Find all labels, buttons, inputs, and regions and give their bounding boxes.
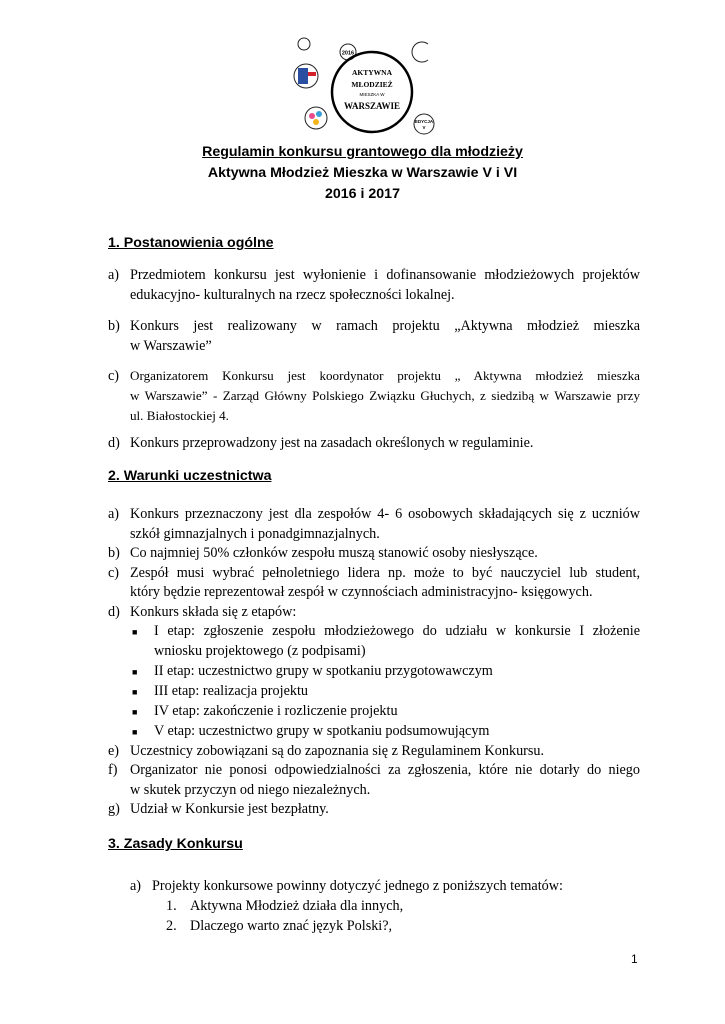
stage-item: ■ V etap: uczestnictwo grupy w spotkaniu podsumowującym xyxy=(130,722,640,742)
section-2-item-d: d) Konkurs składa się z etapów: xyxy=(108,603,297,620)
edition-circle xyxy=(414,114,434,134)
section-1-item-c: c) Organizatorem Konkursu jest koordynator projektu „ Aktywna młodzież mieszka w Warszawie” - Zarząd Główny Polskiego Związku Głuchych, z siedzibą w Warszawie przy ul. Białostockiej 4. xyxy=(108,368,640,423)
section-2-heading: 2. Warunki uczestnictwa xyxy=(108,468,272,484)
logo-line-1: AKTYWNA xyxy=(351,68,393,77)
section-3-heading: 3. Zasady Konkursu xyxy=(108,836,243,852)
section-2-item-g: g) Udział w Konkursie jest bezpłatny. xyxy=(108,801,329,817)
emblem-flag-red xyxy=(308,72,316,76)
section-3-item-a: a) Projekty konkursowe powinny dotyczyć jednego z poniższych tematów: xyxy=(130,878,563,894)
document-years: 2016 i 2017 xyxy=(325,186,400,202)
stage-item: ■ II etap: uczestnictwo grupy w spotkaniu przygotowawczym xyxy=(130,662,640,682)
section-2-item-a: a) Konkurs przeznaczony jest dla zespołów 4- 6 osobowych składających się z uczniów xyxy=(108,506,640,522)
emblem-flag-blue xyxy=(298,68,308,84)
topic-item: 2. Dlaczego warto znać język Polski?, xyxy=(166,918,393,934)
deco-arc xyxy=(412,42,428,62)
logo-edition-label: EDYCJA xyxy=(414,119,434,124)
document-title-block xyxy=(0,142,725,205)
section-3-list xyxy=(130,876,620,936)
section-2-item-b: b) Co najmniej 50% członków zespołu muszą stanowić osoby niesłyszące. xyxy=(108,545,538,561)
section-1-item-d: d) Konkurs przeprowadzony jest na zasadach określonych w regulaminie. xyxy=(108,435,534,451)
section-1-heading: 1. Postanowienia ogólne xyxy=(108,235,274,251)
logo-line-4: WARSZAWIE xyxy=(343,101,401,111)
bullet-square-icon: ■ xyxy=(132,726,138,737)
topics-list xyxy=(166,896,620,936)
project-logo xyxy=(284,36,442,140)
topic-item: 1. Aktywna Młodzież działa dla innych, xyxy=(166,898,404,914)
bullet-square-icon: ■ xyxy=(132,686,138,697)
hands-circle xyxy=(305,107,327,129)
bullet-square-icon: ■ xyxy=(132,706,138,717)
section-1-item-a: a) Przedmiotem konkursu jest wyłonienie i dofinansowanie młodzieżowych projektów edukacyjno- kulturalnych na rzecz społeczności lokalnej. xyxy=(108,267,640,303)
stages-list: ■ I etap: zgłoszenie zespołu młodzieżowego do udziału w konkursie I złożenie wniosku projektowego (z podpisami) ■ II etap: uczestnictwo grupy w spotkaniu przygotowawczym ■ III etap: realizacja projektu ■ IV etap: zakończenie i rozliczenie projektu ■ V etap: uczestnictwo grupy w spotkaniu podsumowującym xyxy=(130,622,640,742)
document-subtitle: Aktywna Młodzież Mieszka w Warszawie V i VI xyxy=(207,165,518,181)
bullet-square-icon: ■ xyxy=(132,627,138,637)
section-2-item-e: e) Uczestnicy zobowiązani są do zapoznania się z Regulaminem Konkursu. xyxy=(108,742,545,759)
stage-item: ■ IV etap: zakończenie i rozliczenie projektu xyxy=(130,702,640,722)
section-2-item-f: f) Organizator nie ponosi odpowiedzialności za zgłoszenia, które nie dotarły do niego xyxy=(108,762,640,778)
logo-year: 2016 xyxy=(341,50,355,57)
document-title: Regulamin konkursu grantowego dla młodzieży xyxy=(202,144,523,160)
deco-circle xyxy=(298,38,310,50)
section-2-item-c: c) Zespół musi wybrać pełnoletniego lidera np. może to być nauczyciel lub student, xyxy=(108,564,640,581)
section-2-list: a) Konkurs przeznaczony jest dla zespołów 4- 6 osobowych składających się z uczniów szkół gimnazjalnych i ponadgimnazjalnych. b) Co najmniej 50% członków zespołu muszą stanowić osoby niesłyszące. c) Zespół musi wybrać pełnoletniego lidera np. może to być nauczyciel lub student, który będzie reprezentował zespół w czynnościach administracyjno- księgowych. d) Konkurs składa się z etapów: ■ I etap: zgłoszenie zespołu młodzieżowego do udziału w konkursie I złożenie wniosku projektowego (z podpisami) ■ II etap: uczestnictwo grupy w spotkaniu przygotowawczym ■ III etap: realizacja projektu ■ IV etap: zakończenie i rozliczenie projektu ■ V etap: uczestnictwo grupy w spotkaniu podsumowującym e) Uczestnicy zobowiązani są do zapoznania się z Regulaminem Konkursu. f) Organizator nie ponosi odpowiedzialności za zgłoszenia, które nie dotarły do niego w skutek przyczyn od niego niezależnych. g) Udział w Konkursie jest bezpłatny. xyxy=(108,505,640,820)
bullet-square-icon: ■ xyxy=(132,666,138,677)
logo-line-3: MIESZKA W xyxy=(359,92,385,97)
section-1-item-b: b) Konkurs jest realizowany w ramach projektu „Aktywna młodzież mieszka w Warszawie” xyxy=(108,318,640,354)
logo-line-2: MŁODZIEŻ xyxy=(351,80,393,89)
stage-item: ■ I etap: zgłoszenie zespołu młodzieżowego do udziału w konkursie I złożenie xyxy=(130,622,640,642)
page-number: 1 xyxy=(631,952,638,966)
stage-item: ■ III etap: realizacja projektu xyxy=(130,682,640,702)
logo-edition-number: V xyxy=(422,125,426,130)
